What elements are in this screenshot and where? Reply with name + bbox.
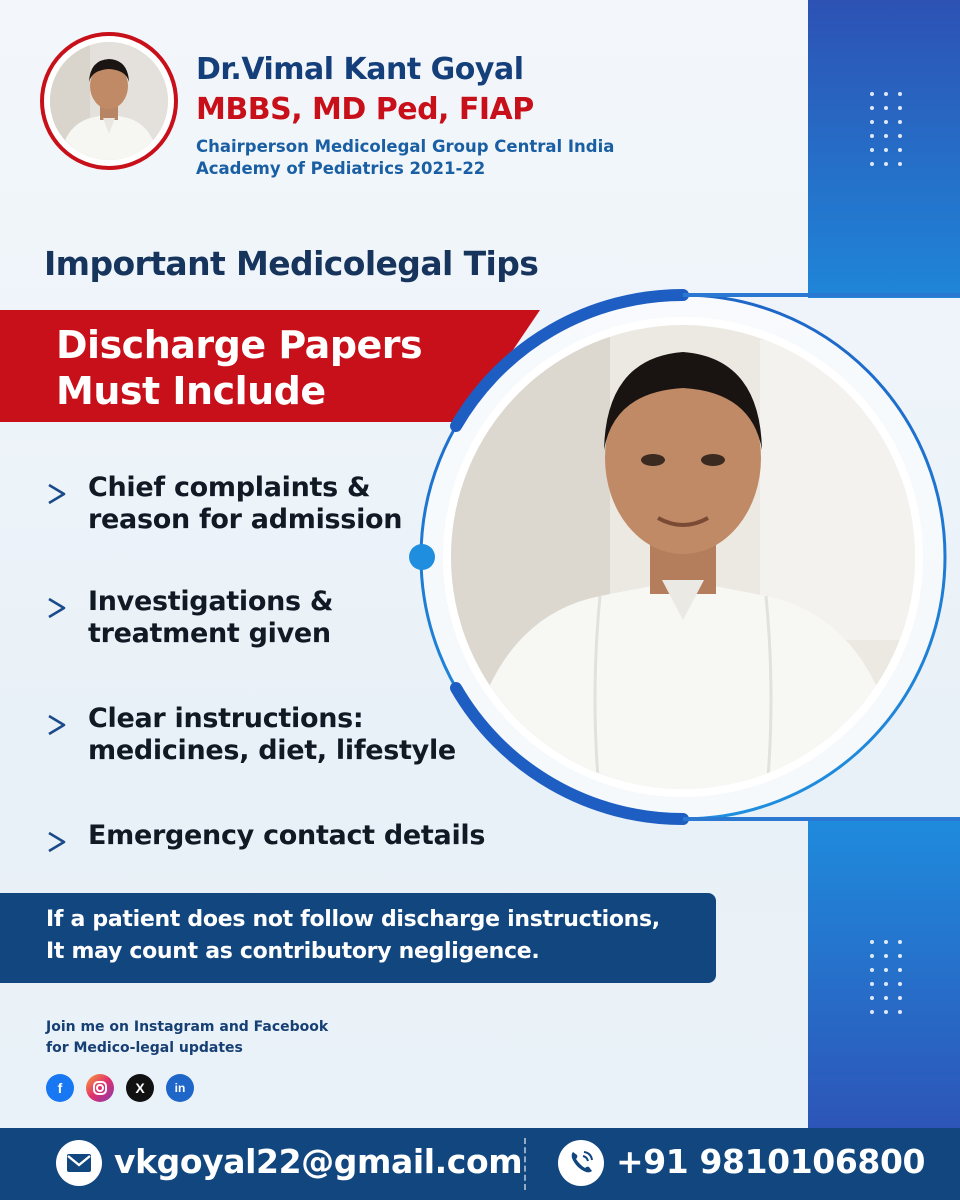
facebook-icon[interactable]: f <box>46 1074 74 1102</box>
decorative-band-bottom <box>808 820 960 1128</box>
banner-title-line1: Discharge Papers <box>56 323 423 367</box>
chevron-right-icon <box>44 482 68 506</box>
instagram-icon[interactable] <box>86 1074 114 1102</box>
doctor-photo <box>400 280 960 840</box>
chevron-right-icon <box>44 596 68 620</box>
banner-title <box>56 322 422 414</box>
tip-line2: treatment given <box>88 618 331 649</box>
doctor-role-line2: Academy of Pediatrics 2021-22 <box>196 159 486 178</box>
doctor-degrees: MBBS, MD Ped, FIAP <box>196 92 534 127</box>
negligence-note <box>46 904 660 968</box>
banner-title-line2: Must Include <box>56 369 326 413</box>
phone-icon <box>558 1140 604 1186</box>
section-heading: Important Medicolegal Tips <box>44 244 539 283</box>
tip-line1: Investigations & <box>88 586 334 617</box>
note-line2: It may count as contributory negligence. <box>46 939 540 964</box>
tip-line1: Chief complaints & <box>88 472 371 503</box>
dot-grid-top <box>870 92 914 176</box>
social-line1: Join me on Instagram and Facebook <box>46 1019 329 1035</box>
doctor-name: Dr.Vimal Kant Goyal <box>196 52 524 87</box>
tip-line1: Emergency contact details <box>88 820 486 851</box>
social-callout <box>46 1017 328 1059</box>
note-line1: If a patient does not follow discharge instructions, <box>46 907 660 932</box>
avatar-portrait <box>50 42 168 160</box>
chevron-right-icon <box>44 830 68 854</box>
email-icon <box>56 1140 102 1186</box>
doctor-role <box>196 136 626 180</box>
footer-email[interactable]: vkgoyal22@gmail.com <box>114 1142 523 1181</box>
footer-divider <box>524 1138 526 1190</box>
linkedin-icon[interactable]: in <box>166 1074 194 1102</box>
footer-phone[interactable]: +91 9810106800 <box>616 1142 926 1181</box>
social-line2: for Medico-legal updates <box>46 1040 243 1056</box>
tip-line2: medicines, diet, lifestyle <box>88 735 456 766</box>
tip-line1: Clear instructions: <box>88 703 364 734</box>
dot-grid-bottom <box>870 940 914 1024</box>
decorative-band-top <box>808 0 960 298</box>
x-icon[interactable]: X <box>126 1074 154 1102</box>
tip-line2: reason for admission <box>88 504 403 535</box>
doctor-avatar <box>40 32 178 170</box>
chevron-right-icon <box>44 713 68 737</box>
doctor-role-line1: Chairperson Medicolegal Group Central India <box>196 137 615 156</box>
